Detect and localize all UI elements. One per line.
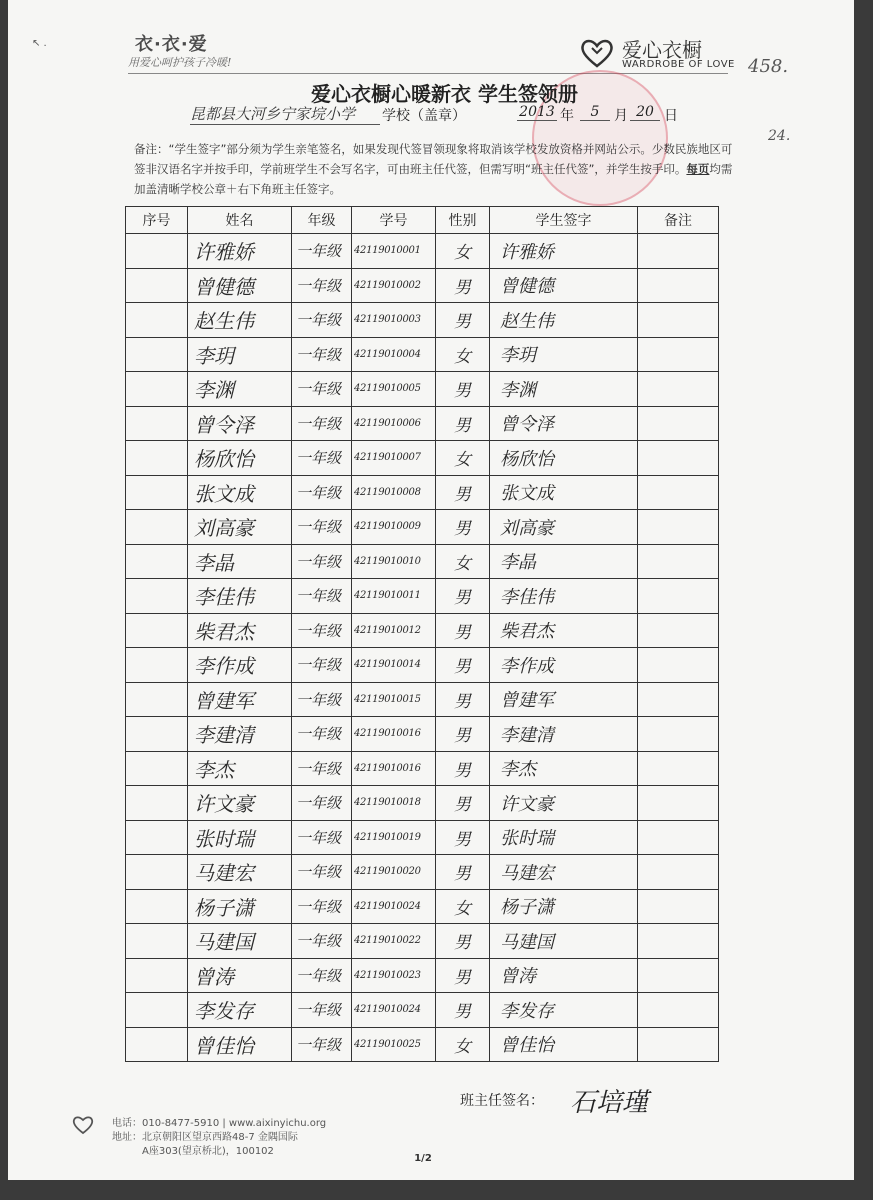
cell-remark <box>638 579 719 614</box>
cell-remark <box>638 475 719 510</box>
table-row <box>126 372 719 407</box>
cell-student-id: 42119010007 <box>352 441 436 476</box>
cell-remark <box>638 786 719 821</box>
table-header-row <box>126 207 719 234</box>
heart-logo-icon <box>580 38 614 68</box>
table-row <box>126 544 719 579</box>
table-row <box>126 751 719 786</box>
brand-name: 衣·衣·爱 <box>135 34 208 55</box>
cell-remark <box>638 751 719 786</box>
cell-name: 李佳伟 <box>188 579 292 614</box>
cell-remark <box>638 855 719 890</box>
cell-index <box>126 820 188 855</box>
cell-name: 杨欣怡 <box>188 441 292 476</box>
column-header: 备注 <box>638 207 719 234</box>
cell-gender: 女 <box>436 441 490 476</box>
cell-index <box>126 441 188 476</box>
cell-student-id: 42119010015 <box>352 682 436 717</box>
cell-index <box>126 751 188 786</box>
cell-student-signature: 李渊 <box>490 372 638 407</box>
cell-index <box>126 406 188 441</box>
cell-student-id: 42119010008 <box>352 475 436 510</box>
cell-gender: 男 <box>436 579 490 614</box>
cell-remark <box>638 337 719 372</box>
footer-contact: 电话：010-8477-5910 | www.aixinyichu.org <box>112 1118 327 1129</box>
cell-grade: 一年级 <box>292 441 352 476</box>
school-label: 学校（盖章） <box>382 108 466 124</box>
cell-gender: 女 <box>436 337 490 372</box>
cell-gender: 女 <box>436 1027 490 1062</box>
cell-index <box>126 303 188 338</box>
cell-grade: 一年级 <box>292 682 352 717</box>
date-day: 20 <box>630 104 660 121</box>
cell-gender: 女 <box>436 889 490 924</box>
table-row <box>126 510 719 545</box>
date-year: 2013 <box>517 104 557 121</box>
cell-student-id: 42119010016 <box>352 751 436 786</box>
cell-gender: 男 <box>436 993 490 1028</box>
table-row <box>126 889 719 924</box>
day-label: 日 <box>664 108 678 124</box>
cell-index <box>126 544 188 579</box>
table-row <box>126 958 719 993</box>
cell-student-id: 42119010024 <box>352 993 436 1028</box>
cell-index <box>126 924 188 959</box>
cell-gender: 男 <box>436 924 490 959</box>
cell-grade: 一年级 <box>292 372 352 407</box>
column-header: 姓名 <box>188 207 292 234</box>
cell-name: 赵生伟 <box>188 303 292 338</box>
cell-grade: 一年级 <box>292 406 352 441</box>
margin-note: 24. <box>768 128 791 144</box>
cell-student-signature: 李晶 <box>490 544 638 579</box>
cell-name: 杨子潇 <box>188 889 292 924</box>
cell-grade: 一年级 <box>292 751 352 786</box>
table-row <box>126 648 719 683</box>
cell-remark <box>638 993 719 1028</box>
cell-name: 许文豪 <box>188 786 292 821</box>
table-row <box>126 786 719 821</box>
cell-gender: 女 <box>436 234 490 269</box>
cell-remark <box>638 889 719 924</box>
cell-index <box>126 786 188 821</box>
table-row <box>126 406 719 441</box>
corner-mark: ↖ . <box>32 38 47 49</box>
cell-grade: 一年级 <box>292 889 352 924</box>
teacher-signature: 石培瑾 <box>570 1088 649 1118</box>
cell-grade: 一年级 <box>292 337 352 372</box>
table-row <box>126 924 719 959</box>
footer-address: A座303(望京桥北)，100102 <box>142 1146 274 1157</box>
cell-student-signature: 曾建军 <box>490 682 638 717</box>
table-row <box>126 820 719 855</box>
cell-remark <box>638 648 719 683</box>
cell-student-signature: 李建清 <box>490 717 638 752</box>
cell-student-id: 42119010010 <box>352 544 436 579</box>
cell-student-signature: 许雅娇 <box>490 234 638 269</box>
cell-student-signature: 曾涛 <box>490 958 638 993</box>
cell-index <box>126 372 188 407</box>
table-row <box>126 1027 719 1062</box>
cell-student-signature: 李发存 <box>490 993 638 1028</box>
cell-index <box>126 958 188 993</box>
roster-table <box>125 206 719 1062</box>
cell-gender: 男 <box>436 958 490 993</box>
cell-index <box>126 613 188 648</box>
cell-name: 张文成 <box>188 475 292 510</box>
table-row <box>126 475 719 510</box>
cell-gender: 男 <box>436 717 490 752</box>
cell-student-signature: 马建国 <box>490 924 638 959</box>
cell-name: 曾令泽 <box>188 406 292 441</box>
cell-index <box>126 1027 188 1062</box>
cell-gender: 女 <box>436 544 490 579</box>
heart-logo-icon <box>72 1115 94 1135</box>
cell-student-id: 42119010002 <box>352 268 436 303</box>
cell-student-signature: 马建宏 <box>490 855 638 890</box>
cell-student-id: 42119010003 <box>352 303 436 338</box>
cell-index <box>126 268 188 303</box>
cell-student-signature: 曾佳怡 <box>490 1027 638 1062</box>
cell-name: 李晶 <box>188 544 292 579</box>
cell-student-signature: 曾令泽 <box>490 406 638 441</box>
cell-student-signature: 柴君杰 <box>490 613 638 648</box>
cell-grade: 一年级 <box>292 303 352 338</box>
cell-grade: 一年级 <box>292 786 352 821</box>
footer-address: 地址：北京朝阳区望京西路48-7 金隅国际 <box>112 1132 298 1143</box>
cell-remark <box>638 924 719 959</box>
cell-remark <box>638 1027 719 1062</box>
cell-grade: 一年级 <box>292 268 352 303</box>
cell-index <box>126 337 188 372</box>
cell-index <box>126 855 188 890</box>
year-label: 年 <box>560 108 574 124</box>
cell-student-id: 42119010022 <box>352 924 436 959</box>
cell-student-id: 42119010024 <box>352 889 436 924</box>
cell-name: 许雅娇 <box>188 234 292 269</box>
column-header: 性别 <box>436 207 490 234</box>
cell-student-id: 42119010004 <box>352 337 436 372</box>
cell-student-signature: 李杰 <box>490 751 638 786</box>
logo-text-cn: 爱心衣橱 <box>622 38 702 62</box>
cell-grade: 一年级 <box>292 544 352 579</box>
cell-gender: 男 <box>436 648 490 683</box>
table-row <box>126 303 719 338</box>
cell-name: 张时瑞 <box>188 820 292 855</box>
column-header: 学号 <box>352 207 436 234</box>
cell-gender: 男 <box>436 475 490 510</box>
cell-name: 曾涛 <box>188 958 292 993</box>
cell-name: 刘高豪 <box>188 510 292 545</box>
cell-gender: 男 <box>436 786 490 821</box>
table-row <box>126 717 719 752</box>
cell-grade: 一年级 <box>292 234 352 269</box>
cell-index <box>126 717 188 752</box>
table-row <box>126 268 719 303</box>
cell-grade: 一年级 <box>292 993 352 1028</box>
cell-remark <box>638 234 719 269</box>
cell-remark <box>638 303 719 338</box>
logo-text-en: WARDROBE OF LOVE <box>622 59 735 70</box>
cell-gender: 男 <box>436 613 490 648</box>
cell-student-id: 42119010016 <box>352 717 436 752</box>
cell-name: 李玥 <box>188 337 292 372</box>
cell-grade: 一年级 <box>292 717 352 752</box>
cell-index <box>126 579 188 614</box>
cell-name: 马建国 <box>188 924 292 959</box>
cell-gender: 男 <box>436 855 490 890</box>
cell-index <box>126 993 188 1028</box>
cell-index <box>126 510 188 545</box>
table-row <box>126 441 719 476</box>
cell-remark <box>638 510 719 545</box>
table-row <box>126 613 719 648</box>
cell-student-signature: 杨欣怡 <box>490 441 638 476</box>
cell-remark <box>638 958 719 993</box>
table-row <box>126 682 719 717</box>
cell-remark <box>638 717 719 752</box>
cell-grade: 一年级 <box>292 1027 352 1062</box>
cell-index <box>126 648 188 683</box>
cell-name: 曾建军 <box>188 682 292 717</box>
cell-student-signature: 曾健德 <box>490 268 638 303</box>
cell-grade: 一年级 <box>292 613 352 648</box>
cell-student-id: 42119010001 <box>352 234 436 269</box>
cell-student-id: 42119010005 <box>352 372 436 407</box>
cell-student-id: 42119010011 <box>352 579 436 614</box>
cell-name: 李作成 <box>188 648 292 683</box>
cell-student-id: 42119010014 <box>352 648 436 683</box>
cell-name: 柴君杰 <box>188 613 292 648</box>
cell-gender: 男 <box>436 372 490 407</box>
cell-student-signature: 李玥 <box>490 337 638 372</box>
cell-student-signature: 许文豪 <box>490 786 638 821</box>
teacher-signature-label: 班主任签名： <box>460 1093 544 1109</box>
cell-gender: 男 <box>436 510 490 545</box>
cell-name: 马建宏 <box>188 855 292 890</box>
cell-student-id: 42119010012 <box>352 613 436 648</box>
cell-index <box>126 889 188 924</box>
cell-index <box>126 234 188 269</box>
cell-student-signature: 赵生伟 <box>490 303 638 338</box>
cell-student-id: 42119010023 <box>352 958 436 993</box>
note-text: 均需加盖清晰学校公章＋右下角班主任签字。 <box>134 162 733 196</box>
date-month: 5 <box>580 104 610 121</box>
column-header: 年级 <box>292 207 352 234</box>
cell-name: 李发存 <box>188 993 292 1028</box>
cell-remark <box>638 682 719 717</box>
cell-index <box>126 475 188 510</box>
cell-student-signature: 李作成 <box>490 648 638 683</box>
cell-remark <box>638 544 719 579</box>
cell-student-id: 42119010009 <box>352 510 436 545</box>
cell-student-signature: 张文成 <box>490 475 638 510</box>
table-row <box>126 337 719 372</box>
cell-remark <box>638 613 719 648</box>
note-emphasis: 每页 <box>686 162 710 176</box>
cell-gender: 男 <box>436 682 490 717</box>
cell-remark <box>638 406 719 441</box>
cell-gender: 男 <box>436 751 490 786</box>
cell-student-signature: 杨子潇 <box>490 889 638 924</box>
cell-grade: 一年级 <box>292 579 352 614</box>
header-divider <box>128 73 728 74</box>
cell-grade: 一年级 <box>292 648 352 683</box>
table-row <box>126 855 719 890</box>
cell-student-id: 42119010020 <box>352 855 436 890</box>
cell-student-signature: 李佳伟 <box>490 579 638 614</box>
cell-gender: 男 <box>436 268 490 303</box>
cell-student-id: 42119010025 <box>352 1027 436 1062</box>
cell-name: 李杰 <box>188 751 292 786</box>
cell-grade: 一年级 <box>292 958 352 993</box>
table-row <box>126 993 719 1028</box>
page-number: 1/2 <box>414 1153 432 1164</box>
cell-grade: 一年级 <box>292 855 352 890</box>
cell-student-signature: 刘高豪 <box>490 510 638 545</box>
column-header: 序号 <box>126 207 188 234</box>
cell-index <box>126 682 188 717</box>
cell-grade: 一年级 <box>292 475 352 510</box>
cell-grade: 一年级 <box>292 924 352 959</box>
table-row <box>126 579 719 614</box>
form-note <box>134 139 734 199</box>
cell-student-signature: 张时瑞 <box>490 820 638 855</box>
cell-name: 李渊 <box>188 372 292 407</box>
cell-remark <box>638 441 719 476</box>
cell-gender: 男 <box>436 406 490 441</box>
note-text: 备注：“学生签字”部分须为学生亲笔签名，如果发现代签冒领现象将取消该学校发放资格并网站公示。少数民族地区可签非汉语名字并按手印，学前班学生不会写名字，可由班主任代签，但需写明“班主任代签”，并学生按手印。 <box>134 142 733 176</box>
margin-note: 458. <box>748 56 789 77</box>
cell-student-id: 42119010018 <box>352 786 436 821</box>
cell-student-id: 42119010006 <box>352 406 436 441</box>
table-row <box>126 234 719 269</box>
cell-name: 曾健德 <box>188 268 292 303</box>
cell-remark <box>638 820 719 855</box>
cell-grade: 一年级 <box>292 820 352 855</box>
cell-gender: 男 <box>436 303 490 338</box>
school-name-field: 昆都县大河乡宁家垸小学 <box>190 103 380 125</box>
month-label: 月 <box>614 108 628 124</box>
cell-name: 曾佳怡 <box>188 1027 292 1062</box>
cell-name: 李建清 <box>188 717 292 752</box>
cell-remark <box>638 268 719 303</box>
cell-student-id: 42119010019 <box>352 820 436 855</box>
cell-gender: 男 <box>436 820 490 855</box>
cell-grade: 一年级 <box>292 510 352 545</box>
form-title: 爱心衣橱心暖新衣 学生签领册 <box>311 82 578 106</box>
cell-remark <box>638 372 719 407</box>
brand-slogan: 用爱心呵护孩子冷暖! <box>128 56 232 69</box>
column-header: 学生签字 <box>490 207 638 234</box>
